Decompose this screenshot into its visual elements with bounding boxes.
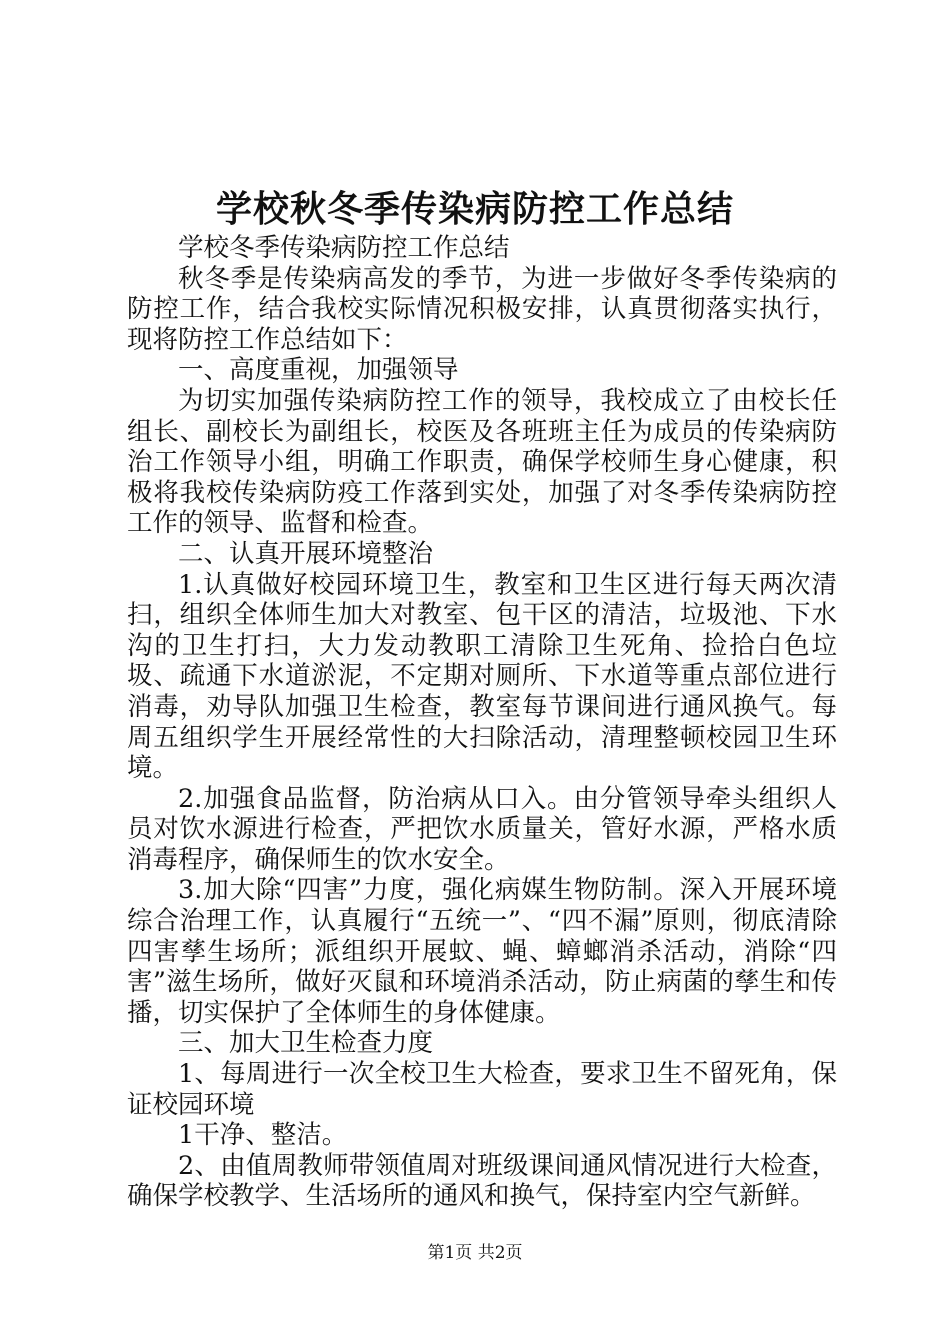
- subtitle-paragraph: 学校冬季传染病防控工作总结: [178, 233, 510, 263]
- section-3-item-2: 2、由值周教师带领值周对班级课间通风情况进行大检查，确保学校教学、生活场所的通风和换气，保持室内空气新鲜。: [127, 1150, 837, 1212]
- section-heading-2: 二、认真开展环境整治: [178, 538, 434, 569]
- section-3-item-1: 1、每周进行一次全校卫生大检查，要求卫生不留死角，保证校园环境: [127, 1059, 837, 1120]
- section-heading-1: 一、高度重视，加强领导: [178, 355, 459, 386]
- page-number-footer: 第1页 共2页: [427, 1243, 523, 1263]
- document-body: [127, 233, 837, 1212]
- section-heading-3: 三、加大卫生检查力度: [178, 1028, 434, 1059]
- section-3-item-1-continued: 1干净、整洁。: [178, 1120, 348, 1151]
- section-2-item-2: 2.加强食品监督，防治病从口入。由分管领导牵头组织人员对饮水源进行检查，严把饮水质量关，管好水源，严格水质消毒程序，确保师生的饮水安全。: [127, 783, 837, 875]
- section-1-paragraph: 为切实加强传染病防控工作的领导，我校成立了由校长任组长、副校长为副组长，校医及各班班主任为成员的传染病防治工作领导小组，明确工作职责，确保学校师生身心健康，积极将我校传染病防疫工作落到实处，加强了对冬季传染病防控工作的领导、监督和检查。: [127, 385, 837, 539]
- document-title: 学校秋冬季传染病防控工作总结: [215, 188, 734, 230]
- intro-paragraph: 秋冬季是传染病高发的季节，为进一步做好冬季传染病的防控工作，结合我校实际情况积极安排，认真贯彻落实执行，现将防控工作总结如下：: [127, 263, 837, 355]
- section-2-item-1: 1.认真做好校园环境卫生，教室和卫生区进行每天两次清扫，组织全体师生加大对教室、包干区的清洁，垃圾池、下水沟的卫生打扫，大力发动教职工清除卫生死角、捡拾白色垃圾、疏通下水道淤泥，不定期对厕所、下水道等重点部位进行消毒，劝导队加强卫生检查，教室每节课间进行通风换气。每周五组织学生开展经常性的大扫除活动，清理整顿校园卫生环境。: [127, 569, 837, 784]
- section-2-item-3: 3.加大除“四害”力度，强化病媒生物防制。深入开展环境综合治理工作，认真履行“五统一”、“四不漏”原则，彻底清除四害孳生场所；派组织开展蚊、蝇、蟑螂消杀活动，消除“四害”滋生场所，做好灭鼠和环境消杀活动，防止病菌的孳生和传播，切实保护了全体师生的身体健康。: [127, 875, 837, 1028]
